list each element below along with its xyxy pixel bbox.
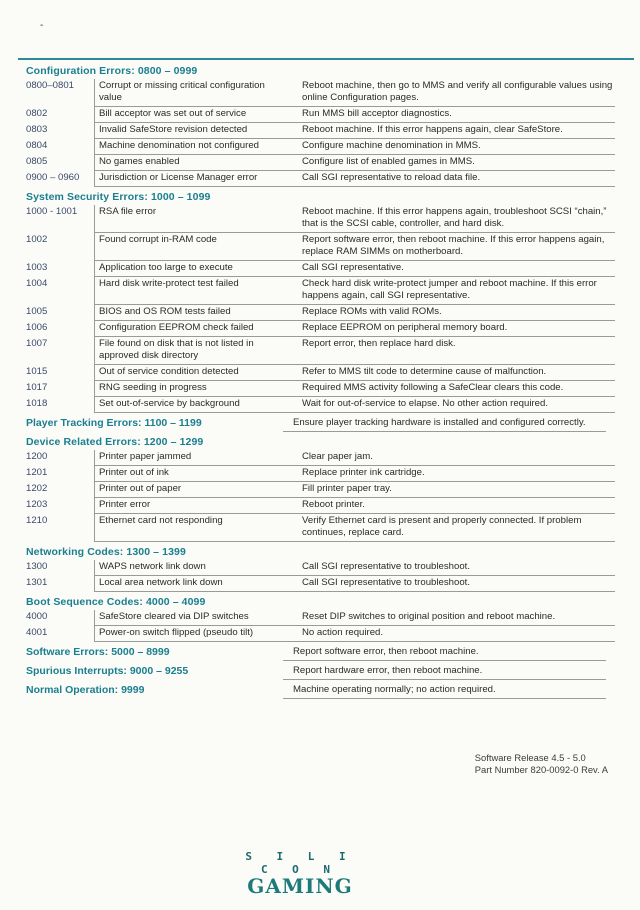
table-row [24,626,612,642]
error-description: RSA file error [94,205,292,233]
error-action: Reboot machine. If this error happens again, clear SafeStore. [292,123,615,139]
error-action: Check hard disk write-protect jumper and reboot machine. If this error happens again, call SGI representative. [292,277,615,305]
error-description: Application too large to execute [94,261,292,277]
table-row [24,107,612,123]
error-action: Replace printer ink cartridge. [292,466,615,482]
error-description: Machine denomination not configured [94,139,292,155]
section-summary-row [24,680,612,699]
error-description: Printer error [94,498,292,514]
error-code: 1004 [26,278,48,289]
table-row [24,305,612,321]
error-description: SafeStore cleared via DIP switches [94,610,292,626]
error-description: File found on disk that is not listed in approved disk directory [94,337,292,365]
error-code: 0800–0801 [26,80,75,91]
error-action: Replace ROMs with valid ROMs. [292,305,615,321]
error-code: 0804 [26,140,48,151]
error-description: Jurisdiction or License Manager error [94,171,292,187]
error-action: Required MMS activity following a SafeClear clears this code. [292,381,615,397]
error-description: Printer paper jammed [94,450,292,466]
error-action: Reboot printer. [292,498,615,514]
section-action: Report hardware error, then reboot machine. [283,661,606,680]
table-row [24,610,612,626]
error-description: Ethernet card not responding [94,514,292,542]
error-description: Bill acceptor was set out of service [94,107,292,123]
table-row [24,482,612,498]
corner-mark: - [40,20,44,31]
footer [475,752,608,776]
table-row [24,79,612,107]
table-row [24,261,612,277]
table-row [24,123,612,139]
error-code: 1200 [26,451,48,462]
error-code: 1201 [26,467,48,478]
error-action: Verify Ethernet card is present and properly connected. If problem continues, replace card. [292,514,615,542]
error-action: Configure machine denomination in MMS. [292,139,615,155]
error-description: Local area network link down [94,576,292,592]
error-description: Printer out of paper [94,482,292,498]
error-code: 1301 [26,577,48,588]
error-code: 1000 - 1001 [26,206,78,217]
table-row [24,277,612,305]
error-code: 0802 [26,108,48,119]
section-title: Configuration Errors: 0800 – 0999 [26,65,198,77]
error-description: Power-on switch flipped (pseudo tilt) [94,626,292,642]
error-action: Reboot machine, then go to MMS and verify all configurable values using online Configuration pages. [292,79,615,107]
top-rule [18,58,634,60]
table-row [24,139,612,155]
section-title: System Security Errors: 1000 – 1099 [26,191,211,203]
table-row [24,576,612,592]
error-code: 1018 [26,398,48,409]
error-action: Call SGI representative to reload data file. [292,171,615,187]
error-description: No games enabled [94,155,292,171]
error-action: Call SGI representative to troubleshoot. [292,576,615,592]
error-description: Invalid SafeStore revision detected [94,123,292,139]
section-title: Spurious Interrupts: 9000 – 9255 [26,665,189,677]
error-description: Found corrupt in-RAM code [94,233,292,261]
silicon-gaming-logo [240,850,360,898]
error-action: Report software error, then reboot machine. If this error happens again, replace RAM SIMMs on motherboard. [292,233,615,261]
error-code: 0805 [26,156,48,167]
error-code: 0803 [26,124,48,135]
error-description: Printer out of ink [94,466,292,482]
section-action: Ensure player tracking hardware is installed and configured correctly. [283,413,606,432]
software-release: Software Release 4.5 - 5.0 [474,752,586,763]
error-action: Run MMS bill acceptor diagnostics. [292,107,615,123]
error-code: 1003 [26,262,48,273]
error-action: Fill printer paper tray. [292,482,615,498]
error-action: Call SGI representative to troubleshoot. [292,560,615,576]
section-action: Report software error, then reboot machine. [283,642,606,661]
section-title: Software Errors: 5000 – 8999 [26,646,170,658]
table-row [24,397,612,413]
error-code: 1210 [26,515,48,526]
section-summary-row [24,413,612,432]
error-action: Configure list of enabled games in MMS. [292,155,615,171]
error-code: 1015 [26,366,48,377]
table-row [24,205,612,233]
error-action: Refer to MMS tilt code to determine cause of malfunction. [292,365,615,381]
error-code: 1006 [26,322,48,333]
error-code: 0900 – 0960 [26,172,80,183]
error-code: 4001 [26,627,48,638]
error-action: No action required. [292,626,615,642]
error-description: Hard disk write-protect test failed [94,277,292,305]
error-action: Replace EEPROM on peripheral memory board. [292,321,615,337]
error-code-table [24,61,612,699]
error-code: 1005 [26,306,48,317]
table-row [24,233,612,261]
section-title: Device Related Errors: 1200 – 1299 [26,436,204,448]
table-row [24,498,612,514]
table-row [24,365,612,381]
error-action: Reset DIP switches to original position and reboot machine. [292,610,615,626]
error-description: Out of service condition detected [94,365,292,381]
error-action: Report error, then replace hard disk. [292,337,615,365]
logo-top-text: S I L I C O N [245,850,355,876]
error-code: 1203 [26,499,48,510]
error-code: 1017 [26,382,48,393]
table-row [24,381,612,397]
table-row [24,466,612,482]
error-code: 1300 [26,561,48,572]
table-row [24,155,612,171]
error-code: 4000 [26,611,48,622]
error-action: Call SGI representative. [292,261,615,277]
error-action: Clear paper jam. [292,450,615,466]
table-row [24,337,612,365]
table-row [24,321,612,337]
logo-bottom-text: GAMING [247,874,353,898]
error-description: Set out-of-service by background [94,397,292,413]
error-code: 1002 [26,234,48,245]
section-action: Machine operating normally; no action required. [283,680,606,699]
section-title: Player Tracking Errors: 1100 – 1199 [26,417,202,429]
section-title: Boot Sequence Codes: 4000 – 4099 [26,596,206,608]
error-code: 1202 [26,483,48,494]
error-action: Reboot machine. If this error happens again, troubleshoot SCSI “chain,” that is the SCSI cable, controller, and hard disk. [292,205,615,233]
section-summary-row [24,661,612,680]
error-description: Configuration EEPROM check failed [94,321,292,337]
table-row [24,514,612,542]
error-code: 1007 [26,338,48,349]
table-row [24,171,612,187]
table-row [24,560,612,576]
error-description: BIOS and OS ROM tests failed [94,305,292,321]
section-title: Normal Operation: 9999 [26,684,145,696]
table-row [24,450,612,466]
section-title: Networking Codes: 1300 – 1399 [26,546,186,558]
error-description: RNG seeding in progress [94,381,292,397]
section-summary-row [24,642,612,661]
error-action: Wait for out-of-service to elapse. No other action required. [292,397,615,413]
part-number: Part Number 820-0092-0 Rev. A [474,764,608,775]
error-description: WAPS network link down [94,560,292,576]
error-description: Corrupt or missing critical configuration value [94,79,292,107]
